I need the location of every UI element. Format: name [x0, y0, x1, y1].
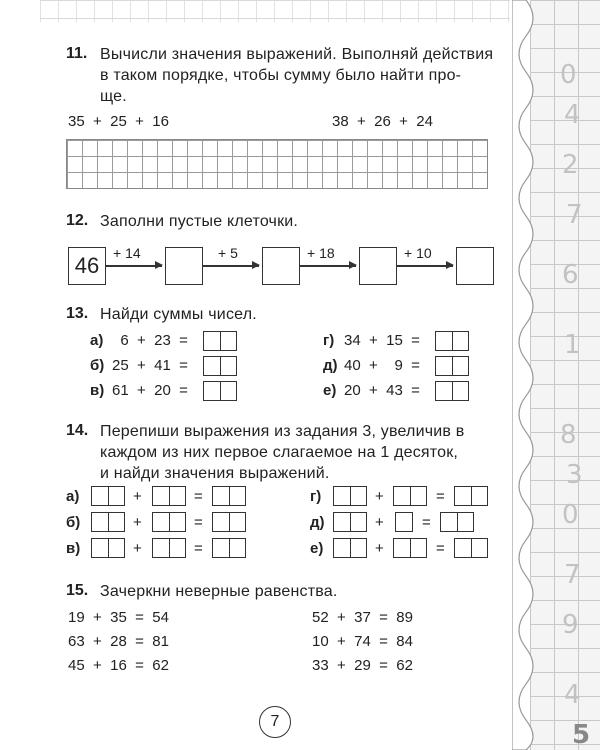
sum-expression: 61 + 20 = [112, 382, 188, 399]
deco-digit: 0 [562, 500, 579, 530]
deco-digit: 1 [564, 330, 581, 360]
first-addend-box[interactable] [333, 538, 367, 558]
plus-sign: + [375, 514, 384, 531]
result-box[interactable] [212, 486, 246, 506]
answer-box[interactable] [435, 381, 469, 401]
row-letter: г) [323, 332, 335, 349]
answer-box[interactable] [203, 331, 237, 351]
equals-sign: = [194, 514, 203, 531]
sum-expression: 40 + 9 = [344, 357, 420, 374]
deco-digit: 0 [560, 60, 577, 90]
second-addend-box[interactable] [393, 486, 427, 506]
equals-sign: = [436, 488, 445, 505]
chain-answer-box-3[interactable] [359, 247, 397, 285]
equality[interactable]: 19 + 35 = 54 [68, 609, 169, 626]
result-box[interactable] [440, 512, 474, 532]
sum-expression: 25 + 41 = [112, 357, 188, 374]
second-addend-box[interactable] [152, 512, 186, 532]
first-addend-box[interactable] [91, 486, 125, 506]
plus-sign: + [133, 514, 142, 531]
deco-digit: 8 [560, 420, 577, 450]
task-14-line-2: каждом из них первое слагаемое на 1 десяток, [100, 444, 459, 461]
answer-box[interactable] [203, 356, 237, 376]
row-letter: а) [90, 332, 104, 349]
task-13-number: 13. [66, 305, 89, 322]
deco-digit: 6 [562, 260, 579, 290]
second-addend-box[interactable] [393, 538, 427, 558]
chain-start-box: 46 [68, 247, 106, 285]
deco-digit: 4 [564, 680, 581, 710]
task-11-line-2: в таком порядке, чтобы сумму было найти про- [100, 67, 462, 84]
equality[interactable]: 52 + 37 = 89 [312, 609, 413, 626]
sum-expression: 34 + 15 = [344, 332, 420, 349]
chain-answer-box-1[interactable] [165, 247, 203, 285]
row-letter: а) [66, 488, 80, 505]
plus-sign: + [375, 488, 384, 505]
equality[interactable]: 63 + 28 = 81 [68, 633, 169, 650]
plus-sign: + [133, 488, 142, 505]
right-margin-decoration [512, 0, 600, 750]
chain-arrow [397, 265, 453, 267]
task-11-line-3: ще. [100, 88, 127, 105]
chain-arrow [300, 265, 356, 267]
plus-sign: + [375, 540, 384, 557]
answer-box[interactable] [203, 381, 237, 401]
first-addend-box[interactable] [333, 486, 367, 506]
wavy-edge [512, 0, 552, 750]
row-letter: б) [90, 357, 105, 374]
row-letter: е) [310, 540, 324, 557]
task-14-line-1: Перепиши выражения из задания 3, увеличив в [100, 423, 465, 440]
chain-op-label: + 18 [307, 245, 335, 261]
row-letter: г) [310, 488, 322, 505]
task-14-number: 14. [66, 422, 89, 439]
plus-sign: + [133, 540, 142, 557]
task-11-expression-2: 38 + 26 + 24 [332, 113, 433, 130]
task-12-text: Заполни пустые клеточки. [100, 213, 299, 230]
deco-digit: 5 [572, 720, 591, 750]
equals-sign: = [436, 540, 445, 557]
first-addend-box[interactable] [91, 538, 125, 558]
answer-box[interactable] [435, 356, 469, 376]
task-15-text: Зачеркни неверные равенства. [100, 583, 338, 600]
deco-digit: 3 [566, 460, 583, 490]
chain-op-label: + 5 [218, 245, 238, 261]
result-box[interactable] [212, 538, 246, 558]
first-addend-box[interactable] [91, 512, 125, 532]
row-letter: е) [323, 382, 337, 399]
chain-answer-box-2[interactable] [262, 247, 300, 285]
task-14-line-3: и найди значения выражений. [100, 465, 330, 482]
task-11-expression-1: 35 + 25 + 16 [68, 113, 169, 130]
deco-digit: 4 [564, 100, 581, 130]
row-letter: д) [323, 357, 338, 374]
second-addend-box[interactable] [152, 538, 186, 558]
top-grid-decoration [40, 0, 510, 22]
chain-op-label: + 14 [113, 245, 141, 261]
deco-digit: 9 [562, 610, 579, 640]
page-number: 7 [259, 706, 291, 738]
equals-sign: = [194, 488, 203, 505]
sum-expression: 6 + 23 = [112, 332, 188, 349]
chain-arrow [203, 265, 259, 267]
second-addend-box[interactable] [152, 486, 186, 506]
task-11-answer-grid[interactable] [66, 139, 488, 189]
task-11-line-1: Вычисли значения выражений. Выполняй действия [100, 46, 494, 63]
result-box[interactable] [454, 538, 488, 558]
deco-digit: 2 [562, 150, 579, 180]
result-box[interactable] [212, 512, 246, 532]
row-letter: б) [66, 514, 81, 531]
first-addend-box[interactable] [333, 512, 367, 532]
equality[interactable]: 45 + 16 = 62 [68, 657, 169, 674]
task-13-text: Найди суммы чисел. [100, 306, 257, 323]
answer-box[interactable] [435, 331, 469, 351]
row-letter: в) [66, 540, 81, 557]
deco-digit: 7 [566, 200, 583, 230]
equality[interactable]: 10 + 74 = 84 [312, 633, 413, 650]
row-letter: в) [90, 382, 105, 399]
chain-answer-box-4[interactable] [456, 247, 494, 285]
deco-digit: 7 [564, 560, 581, 590]
task-15-number: 15. [66, 582, 89, 599]
chain-op-label: + 10 [404, 245, 432, 261]
task-11-number: 11. [66, 45, 88, 62]
second-addend-box[interactable] [395, 512, 413, 532]
result-box[interactable] [454, 486, 488, 506]
row-letter: д) [310, 514, 325, 531]
task-12-number: 12. [66, 212, 89, 229]
equals-sign: = [194, 540, 203, 557]
equality[interactable]: 33 + 29 = 62 [312, 657, 413, 674]
chain-arrow [106, 265, 162, 267]
equals-sign: = [422, 514, 431, 531]
sum-expression: 20 + 43 = [344, 382, 420, 399]
